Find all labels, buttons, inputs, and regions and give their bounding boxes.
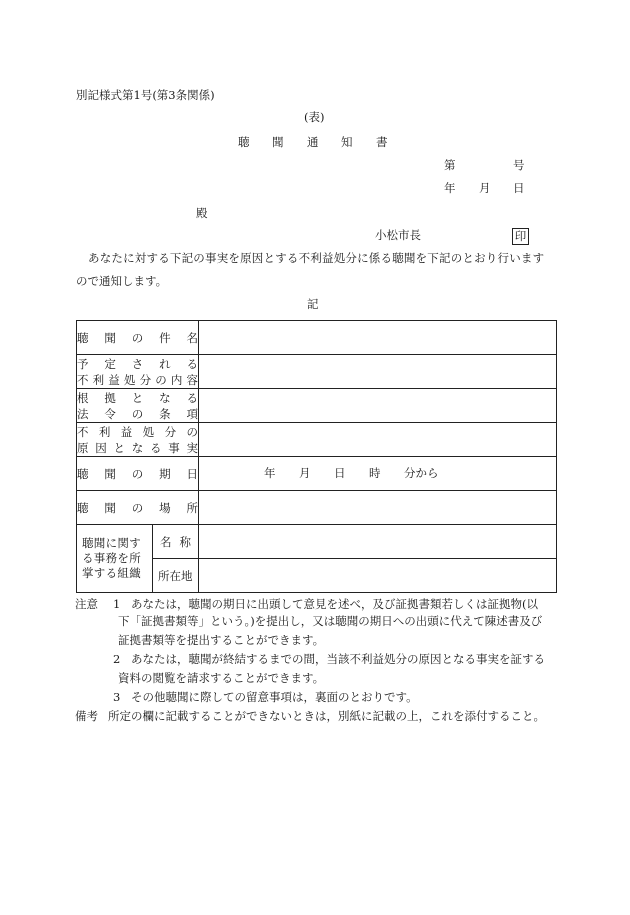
row-label-char: 項	[186, 406, 198, 421]
table-row	[77, 525, 557, 559]
seal-mark: 印	[512, 228, 529, 245]
doc-number-prefix: 第	[444, 158, 456, 172]
note-line: 資料の閲覧を請求することができます。	[118, 671, 325, 685]
office-label-line: る事務を所	[82, 551, 141, 565]
intro-line-1: あなたに対する下記の事実を原因とする不利益処分に係る聴聞を下記のとおり行います	[88, 251, 545, 265]
office-location-label	[153, 559, 199, 593]
row-label-char: 聞	[104, 466, 116, 481]
note-line: 証拠書類等を提出することができます。	[118, 633, 325, 647]
row-label-char: 条	[159, 406, 171, 421]
row-label-cause-facts	[77, 423, 199, 457]
row-label-char: 期	[159, 466, 171, 481]
office-location-label-text: 所在地	[158, 568, 193, 583]
row-label-char: 令	[104, 406, 116, 421]
row-label-char: 定	[104, 356, 116, 371]
table-row	[77, 423, 557, 457]
office-name-label	[153, 525, 199, 559]
date-month: 月	[479, 181, 491, 195]
row-label-char: 利	[98, 424, 111, 439]
row-label-char: の	[131, 466, 144, 481]
note-number: 3	[113, 690, 121, 704]
schedule-year: 年	[264, 466, 276, 480]
row-label-char: 実	[186, 440, 198, 455]
row-label-char: 因	[95, 440, 107, 455]
row-label-char: 利	[92, 372, 105, 387]
row-label-char: 処	[142, 424, 155, 439]
remark-heading: 備考	[75, 709, 98, 723]
row-label-char: 聴	[77, 330, 89, 345]
row-label-char: さ	[131, 356, 144, 371]
table-row	[77, 491, 557, 525]
sender-name: 小松市長	[375, 228, 421, 242]
row-label-char: 処	[123, 372, 136, 387]
row-label-char: 根	[77, 390, 89, 405]
doc-number-suffix: 号	[513, 158, 525, 172]
office-location-field[interactable]	[199, 559, 557, 593]
title-char: 通	[307, 135, 319, 149]
row-label-case-name	[77, 321, 199, 355]
title-char: 知	[341, 135, 353, 149]
row-label-char: と	[131, 390, 144, 405]
title-char: 書	[376, 135, 388, 149]
row-label-char: 拠	[104, 390, 116, 405]
hearing-details-table	[76, 320, 557, 593]
row-label-char: な	[131, 440, 144, 455]
row-label-hearing-place	[77, 491, 199, 525]
row-label-char: の	[131, 500, 144, 515]
case-name-field[interactable]	[199, 321, 557, 355]
row-label-char: 聞	[104, 500, 116, 515]
table-row	[77, 457, 557, 491]
note-number: 1	[113, 597, 121, 611]
row-label-char: 予	[77, 356, 89, 371]
table-row	[77, 321, 557, 355]
row-label-char: の	[155, 372, 167, 387]
row-label-char: と	[113, 440, 125, 455]
date-day: 日	[513, 181, 525, 195]
row-label-char: の	[186, 424, 198, 439]
schedule-month: 月	[299, 466, 311, 480]
row-label-char: 分	[164, 424, 177, 439]
row-label-char: 不	[77, 372, 89, 387]
cause-facts-field[interactable]	[199, 423, 557, 457]
notes-heading: 注意	[75, 597, 98, 611]
row-label-char: 件	[159, 330, 171, 345]
row-label-char: な	[159, 390, 171, 405]
row-label-char: 日	[186, 466, 198, 481]
office-name-label-char: 名	[160, 534, 172, 549]
row-label-char: 事	[168, 440, 180, 455]
schedule-hour: 時	[369, 466, 381, 480]
intro-line-2: ので通知します。	[76, 274, 168, 288]
row-label-char: 所	[186, 500, 198, 515]
row-label-char: 分	[139, 372, 152, 387]
row-label-char: 名	[186, 330, 198, 345]
addressee-suffix: 殿	[196, 206, 208, 220]
row-label-char: 内	[170, 372, 183, 387]
row-label-char: れ	[159, 356, 171, 371]
note-line: あなたは，聴聞が終結するまでの間，当該不利益処分の原因となる事実を証する	[131, 652, 545, 666]
form-number: 別記様式第1号(第3条関係)	[76, 88, 215, 102]
office-label-line: 掌する組織	[82, 566, 141, 580]
row-label-char: 益	[120, 424, 133, 439]
note-number: 2	[113, 652, 121, 666]
row-label-char: 不	[77, 424, 89, 439]
row-label-char: 原	[77, 440, 89, 455]
row-label-char: 聴	[77, 466, 89, 481]
office-name-label-char: 称	[179, 534, 191, 549]
side-label: (表)	[304, 110, 325, 124]
date-year: 年	[444, 181, 456, 195]
table-row	[77, 355, 557, 389]
remark-text: 所定の欄に記載することができないときは，別紙に記載の上，これを添付すること。	[108, 709, 545, 723]
row-label-char: 聴	[77, 500, 89, 515]
row-label-hearing-date	[77, 457, 199, 491]
title-char: 聞	[272, 135, 284, 149]
row-label-char: る	[150, 440, 162, 455]
row-label-char: る	[186, 390, 198, 405]
schedule-day: 日	[334, 466, 346, 480]
ki-label: 記	[307, 297, 319, 311]
legal-basis-field[interactable]	[199, 389, 557, 423]
row-label-char: の	[131, 406, 144, 421]
note-line: 下「証拠書類等」という。)を提出し，又は聴聞の期日への出頭に代えて陳述書及び	[118, 614, 543, 628]
row-label-planned-disposition	[77, 355, 199, 389]
row-label-char: 益	[108, 372, 120, 387]
hearing-place-field[interactable]	[199, 491, 557, 525]
row-label-char: る	[186, 356, 198, 371]
office-label-line: 聴聞に関す	[82, 536, 141, 550]
row-label-char: 法	[77, 406, 89, 421]
row-label-office	[77, 525, 153, 593]
note-line: あなたは，聴聞の期日に出頭して意見を述べ，及び証拠書類若しくは証拠物(以	[131, 597, 538, 611]
title-char: 聴	[238, 135, 250, 149]
schedule-minute: 分から	[404, 466, 439, 480]
row-label-char: 容	[186, 372, 198, 387]
row-label-legal-basis	[77, 389, 199, 423]
note-line: その他聴聞に際しての留意事項は，裏面のとおりです。	[131, 690, 418, 704]
hearing-date-field[interactable]	[199, 457, 557, 491]
row-label-char: の	[131, 330, 144, 345]
row-label-char: 場	[159, 500, 171, 515]
planned-disposition-field[interactable]	[199, 355, 557, 389]
table-row	[77, 389, 557, 423]
row-label-char: 聞	[104, 330, 116, 345]
office-name-field[interactable]	[199, 525, 557, 559]
